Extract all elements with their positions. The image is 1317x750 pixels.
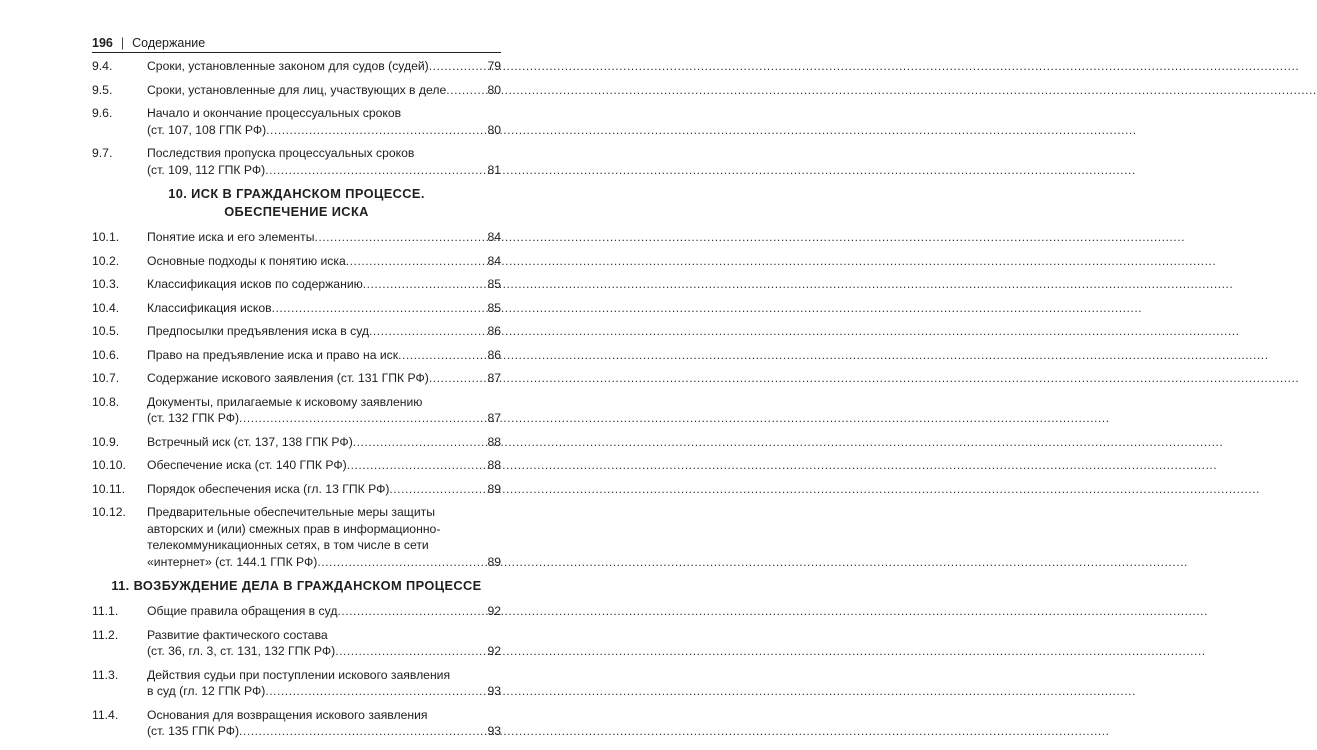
toc-entry-number: 10.3. bbox=[92, 277, 120, 291]
toc-entry-text: (ст. 135 ГПК РФ) bbox=[147, 724, 240, 738]
toc-entry-title bbox=[147, 394, 501, 427]
dot-leader bbox=[363, 276, 487, 293]
toc-entry-line bbox=[147, 394, 501, 411]
toc-entry bbox=[92, 323, 501, 340]
toc-entry-number: 10.6. bbox=[92, 347, 120, 362]
toc-entry bbox=[92, 434, 501, 451]
toc-entry bbox=[92, 58, 501, 75]
toc-entry-title bbox=[147, 276, 501, 293]
dot-leader bbox=[429, 58, 487, 75]
toc-entry-text: Основные подходы к понятию иска bbox=[147, 253, 346, 268]
toc-entry bbox=[92, 667, 501, 700]
toc-entry-line bbox=[147, 145, 501, 162]
toc-entry-text: Сроки, установленные законом для судов (судей) bbox=[147, 59, 429, 73]
toc-entry-text: Классификация исков bbox=[147, 300, 272, 315]
toc-entry bbox=[92, 82, 501, 99]
toc-entry bbox=[92, 347, 501, 364]
toc-entry-page: 89 bbox=[487, 481, 501, 496]
toc-entry bbox=[92, 300, 501, 317]
toc-entry-line bbox=[147, 229, 501, 246]
dot-leader bbox=[265, 683, 486, 700]
toc-entry-number: 11.2. bbox=[92, 627, 119, 642]
dot-leader bbox=[446, 82, 486, 99]
toc-entry-title bbox=[147, 323, 501, 340]
section-heading-line: 11. ВОЗБУЖДЕНИЕ ДЕЛА В ГРАЖДАНСКОМ ПРОЦЕССЕ bbox=[111, 578, 482, 593]
toc-entry-page: 84 bbox=[487, 253, 501, 268]
toc-entry-line bbox=[147, 347, 501, 364]
page-number: 196 bbox=[92, 36, 113, 50]
toc-entry-line bbox=[147, 370, 501, 387]
toc-entry-title bbox=[147, 300, 501, 317]
toc-entry-text: Действия судьи при поступлении искового заявления bbox=[147, 667, 451, 682]
toc-entry-number: 10.11. bbox=[92, 481, 125, 496]
toc-entry-text: Классификация исков по содержанию bbox=[147, 277, 363, 291]
toc-entry-line bbox=[147, 504, 501, 521]
section-heading-11 bbox=[92, 577, 501, 595]
toc-entry-number: 10.7. bbox=[92, 371, 120, 385]
toc-entry-line bbox=[147, 300, 501, 317]
toc-entry-text: «интернет» (ст. 144.1 ГПК РФ) bbox=[147, 554, 318, 569]
toc-entry-title bbox=[147, 145, 501, 178]
toc-entry-number: 10.12. bbox=[92, 505, 126, 519]
toc-entry-number: 10.8. bbox=[92, 394, 120, 409]
toc-entry-text: Сроки, установленные для лиц, участвующих в деле bbox=[147, 82, 447, 97]
toc-entry-page: 79 bbox=[487, 59, 501, 73]
toc-entry-title bbox=[147, 667, 501, 700]
toc-entry-line bbox=[147, 323, 501, 340]
toc-entry-line bbox=[147, 627, 501, 644]
toc-entry-title bbox=[147, 504, 501, 570]
toc-entry-line bbox=[147, 707, 501, 724]
toc-entry-page: 84 bbox=[487, 230, 501, 244]
running-head bbox=[92, 34, 501, 52]
toc-entry bbox=[92, 145, 501, 178]
toc-entry-number: 11.3. bbox=[92, 667, 119, 682]
toc-entry-number: 9.7. bbox=[92, 146, 113, 160]
toc-entry-text: авторских и (или) смежных прав в информационно- bbox=[147, 521, 441, 536]
toc-entry-text: в суд (гл. 12 ГПК РФ) bbox=[147, 684, 266, 698]
dot-leader bbox=[314, 229, 486, 246]
toc-entry-page: 86 bbox=[487, 324, 501, 338]
toc-entry-title bbox=[147, 481, 501, 498]
toc-entry-text: Право на предъявление иска и право на иск bbox=[147, 347, 399, 362]
toc-entry-line bbox=[147, 723, 501, 740]
toc-entry-text: Развитие фактического состава bbox=[147, 627, 328, 642]
toc-entry-line bbox=[147, 667, 501, 684]
toc-entry-line bbox=[147, 537, 501, 554]
toc-entry-title bbox=[147, 434, 501, 451]
toc-entry-number: 10.10. bbox=[92, 458, 126, 472]
toc-entry-text: (ст. 36, гл. 3, ст. 131, 132 ГПК РФ) bbox=[147, 644, 336, 658]
dot-leader bbox=[239, 723, 486, 740]
section-heading-10 bbox=[92, 185, 501, 221]
toc-entry-page: 81 bbox=[487, 162, 501, 177]
toc-group-chapter-10 bbox=[92, 229, 501, 570]
dot-leader bbox=[346, 253, 487, 270]
toc-entry-text: Основания для возвращения искового заявления bbox=[147, 707, 428, 722]
dot-leader bbox=[347, 457, 487, 474]
toc-entry-text: Понятие иска и его элементы bbox=[147, 230, 315, 244]
dot-leader bbox=[353, 434, 487, 451]
toc-entry-page: 86 bbox=[487, 347, 501, 362]
toc-entry-text: Последствия пропуска процессуальных сроков bbox=[147, 146, 415, 160]
toc-entry-title bbox=[147, 58, 501, 75]
dot-leader bbox=[266, 122, 486, 139]
toc-entry bbox=[92, 707, 501, 740]
toc-entry-text: (ст. 107, 108 ГПК РФ) bbox=[147, 122, 267, 137]
toc-entry-line bbox=[147, 554, 501, 571]
toc-entry-line bbox=[147, 603, 501, 620]
toc-entry-text: (ст. 132 ГПК РФ) bbox=[147, 411, 240, 425]
toc-entry-number: 9.6. bbox=[92, 106, 113, 120]
toc-entry-line bbox=[147, 410, 501, 427]
toc-entry-page: 85 bbox=[487, 300, 501, 315]
toc-entry bbox=[92, 603, 501, 620]
toc-entry-page: 89 bbox=[487, 554, 501, 569]
dot-leader bbox=[398, 347, 486, 364]
dot-leader bbox=[272, 300, 487, 317]
toc-entry bbox=[92, 504, 501, 570]
toc-entry-page: 93 bbox=[487, 684, 501, 698]
toc-entry bbox=[92, 105, 501, 138]
toc-entry-line bbox=[147, 105, 501, 122]
toc-entry-page: 85 bbox=[487, 277, 501, 291]
section-heading-line: 10. ИСК В ГРАЖДАНСКОМ ПРОЦЕССЕ. bbox=[168, 186, 425, 201]
toc-entry-number: 10.1. bbox=[92, 230, 120, 244]
toc-entry-line bbox=[147, 521, 501, 538]
dot-leader bbox=[317, 554, 486, 571]
toc-entry-text: Предварительные обеспечительные меры защиты bbox=[147, 505, 435, 519]
toc-entry-number: 11.4. bbox=[92, 707, 119, 722]
dot-leader bbox=[369, 323, 486, 340]
toc-entry bbox=[92, 457, 501, 474]
toc-entry bbox=[92, 627, 501, 660]
toc-entry bbox=[92, 229, 501, 246]
toc-entry-title bbox=[147, 82, 501, 99]
section-heading-line: ОБЕСПЕЧЕНИЕ ИСКА bbox=[224, 204, 369, 219]
toc-entry-page: 87 bbox=[487, 411, 501, 425]
toc-entry-line bbox=[147, 457, 501, 474]
toc-entry-page: 88 bbox=[487, 458, 501, 472]
toc-entry-number: 10.4. bbox=[92, 300, 120, 315]
toc-entry-title bbox=[147, 603, 501, 620]
toc-entry-title bbox=[147, 457, 501, 474]
toc-entry-text: Документы, прилагаемые к исковому заявлению bbox=[147, 394, 423, 409]
toc-entry-line bbox=[147, 82, 501, 99]
toc-entry-number: 10.9. bbox=[92, 434, 120, 449]
toc-entry-page: 93 bbox=[487, 724, 501, 738]
table-of-contents bbox=[92, 58, 501, 747]
toc-entry-text: (ст. 109, 112 ГПК РФ) bbox=[147, 162, 266, 177]
toc-entry-text: Обеспечение иска (ст. 140 ГПК РФ) bbox=[147, 458, 347, 472]
toc-entry-text: Порядок обеспечения иска (гл. 13 ГПК РФ) bbox=[147, 481, 390, 496]
dot-leader bbox=[389, 481, 486, 498]
toc-entry-line bbox=[147, 434, 501, 451]
toc-entry-line bbox=[147, 58, 501, 75]
toc-entry-page: 92 bbox=[487, 604, 501, 618]
toc-entry-title bbox=[147, 253, 501, 270]
toc-entry-line bbox=[147, 276, 501, 293]
toc-entry-line bbox=[147, 481, 501, 498]
toc-entry-title bbox=[147, 627, 501, 660]
header-rule bbox=[92, 52, 501, 53]
toc-entry-line bbox=[147, 683, 501, 700]
toc-entry-text: Содержание искового заявления (ст. 131 ГПК РФ) bbox=[147, 371, 429, 385]
toc-entry-title bbox=[147, 347, 501, 364]
toc-entry-line bbox=[147, 162, 501, 179]
toc-entry bbox=[92, 394, 501, 427]
running-title: Содержание bbox=[132, 36, 206, 50]
toc-entry-line bbox=[147, 122, 501, 139]
toc-entry-title bbox=[147, 105, 501, 138]
dot-leader bbox=[239, 410, 486, 427]
toc-entry-text: Встречный иск (ст. 137, 138 ГПК РФ) bbox=[147, 434, 353, 449]
toc-entry-page: 80 bbox=[487, 122, 501, 137]
toc-entry-number: 11.1. bbox=[92, 604, 119, 618]
toc-entry bbox=[92, 370, 501, 387]
toc-entry bbox=[92, 481, 501, 498]
toc-entry bbox=[92, 253, 501, 270]
toc-entry-title bbox=[147, 370, 501, 387]
toc-entry-line bbox=[147, 253, 501, 270]
book-page bbox=[0, 0, 600, 750]
toc-entry-text: Предпосылки предъявления иска в суд bbox=[147, 324, 370, 338]
dot-leader bbox=[335, 643, 486, 660]
toc-entry-number: 10.5. bbox=[92, 324, 120, 338]
toc-entry-number: 9.4. bbox=[92, 59, 113, 73]
header-separator: | bbox=[120, 36, 125, 50]
toc-entry-page: 92 bbox=[487, 644, 501, 658]
toc-entry-line bbox=[147, 643, 501, 660]
toc-entry-number: 10.2. bbox=[92, 253, 120, 268]
toc-entry-number: 9.5. bbox=[92, 82, 113, 97]
dot-leader bbox=[265, 162, 486, 179]
toc-group-chapter-9 bbox=[92, 58, 501, 178]
toc-entry bbox=[92, 276, 501, 293]
toc-entry-page: 87 bbox=[487, 371, 501, 385]
toc-group-chapter-11 bbox=[92, 603, 501, 740]
dot-leader bbox=[429, 370, 487, 387]
toc-entry-text: Общие правила обращения в суд bbox=[147, 604, 338, 618]
toc-entry-text: Начало и окончание процессуальных сроков bbox=[147, 106, 402, 120]
toc-entry-title bbox=[147, 707, 501, 740]
toc-entry-page: 80 bbox=[487, 82, 501, 97]
toc-entry-text: телекоммуникационных сетях, в том числе в сети bbox=[147, 538, 429, 552]
dot-leader bbox=[337, 603, 486, 620]
toc-entry-title bbox=[147, 229, 501, 246]
toc-entry-page: 88 bbox=[487, 434, 501, 449]
